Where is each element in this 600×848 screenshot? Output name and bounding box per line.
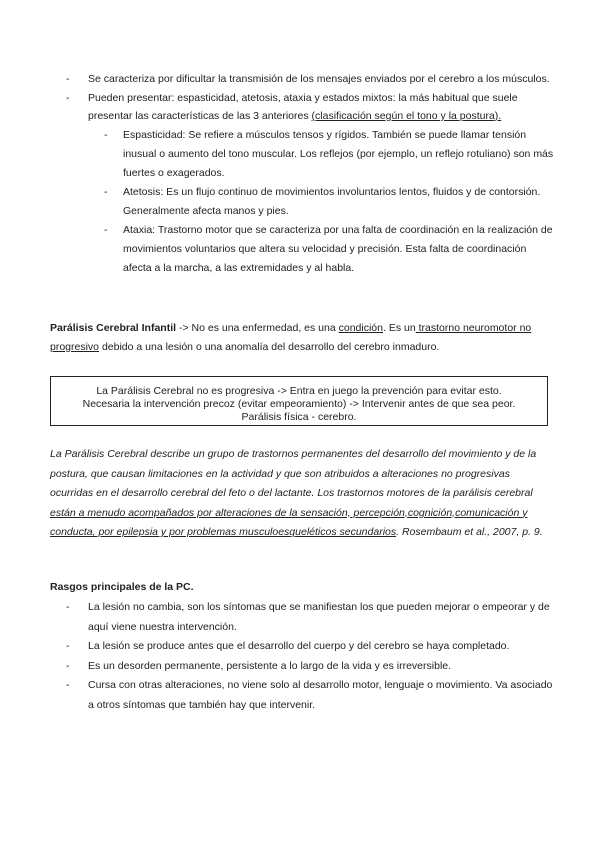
quote-text: La Parálisis Cerebral describe un grupo de trastornos permanentes del desarrollo del movimiento y de la postura, que causan limitaciones en la actividad y que son atribuidos a alteraciones no progresivas ocurridas en el desarrollo cerebral del feto o del lactante. Los trastornos motores de la parálisis cerebral — [50, 448, 537, 499]
list-item-text: Pueden presentar: espasticidad, atetosis, ataxia y estados mixtos: la más habitual que suele presentar las características de las 3 anteriores — [88, 91, 518, 122]
list-item — [66, 70, 556, 89]
definition-term: Parálisis Cerebral Infantil — [50, 322, 177, 334]
quote-citation: . Rosembaum et al., 2007, p. 9. — [396, 526, 543, 538]
sub-list-item — [104, 183, 556, 221]
list-item — [66, 676, 556, 715]
citation-quote — [50, 445, 555, 543]
list-item — [66, 657, 556, 677]
bullet-dash: - — [66, 679, 70, 691]
definition-underlined-condition: condición — [338, 322, 383, 334]
list-item — [66, 598, 556, 637]
section-heading: Rasgos principales de la PC. — [50, 581, 194, 593]
quote-underlined: están a menudo acompañados por alteraciones de la sensación, percepción,cognición,comunicación y conducta, por epilepsia y por problemas musculoesqueléticos secundarios — [50, 506, 528, 538]
list-item — [66, 637, 556, 657]
list-item-text: La lesión se produce antes que el desarrollo del cuerpo y del cerebro se haya completado. — [88, 640, 510, 652]
sub-bullet-list — [104, 126, 556, 278]
sub-list-item — [104, 126, 556, 183]
classification-note: (clasificación según el tono y la postura). — [311, 110, 502, 122]
bullet-dash: - — [104, 223, 108, 236]
bullet-dash: - — [66, 601, 70, 613]
summary-box — [50, 376, 548, 426]
summary-line: Parálisis física - cerebro. — [241, 411, 357, 423]
list-item — [66, 89, 556, 126]
definition-text: -> No es una enfermedad, es una — [176, 322, 339, 334]
list-item-text: Es un desorden permanente, persistente a lo largo de la vida y es irreversible. — [88, 659, 452, 672]
top-bullet-list — [66, 70, 556, 278]
definition-underlined-disorder: trastorno neuromotor no progresivo — [50, 322, 532, 353]
bullet-dash: - — [66, 73, 70, 85]
definition-paragraph — [50, 319, 550, 357]
bullet-dash: - — [104, 128, 108, 141]
list-item-text: Cursa con otras alteraciones, no viene solo al desarrollo motor, lenguaje o movimiento. Va asociado a otros síntomas que también hay que intervenir. — [88, 679, 553, 711]
bullet-dash: - — [66, 640, 70, 652]
sub-list-item-text: Espasticidad: Se refiere a músculos tensos y rígidos. También se puede llamar tensión inusual o aumento del tono muscular. Los reflejos (por ejemplo, un reflejo rotuliano) son más fuertes o exagerados. — [123, 128, 554, 179]
bullet-dash: - — [104, 185, 108, 198]
sub-list-item — [104, 221, 556, 278]
summary-line: Necesaria la intervención precoz (evitar empeoramiento) -> Intervenir antes de que sea peor. — [82, 398, 516, 410]
definition-text: . Es un — [383, 322, 416, 334]
definition-text: debido a una lesión o una anomalía del desarrollo del cerebro inmaduro. — [99, 341, 440, 353]
sub-list-item-text: Ataxia: Trastorno motor que se caracteriza por una falta de coordinación en la realización de movimientos voluntarios que altera su velocidad y precisión. Esta falta de coordinación afecta a la marcha, a las extremidades y al habla. — [123, 223, 553, 274]
bullet-dash: - — [66, 659, 70, 672]
summary-line: La Parálisis Cerebral no es progresiva -> Entra en juego la prevención para evitar esto. — [96, 385, 502, 397]
features-list — [66, 598, 556, 715]
list-item-text: Se caracteriza por dificultar la transmisión de los mensajes enviados por el cerebro a los músculos. — [88, 73, 550, 85]
sub-list-item-text: Atetosis: Es un flujo continuo de movimientos involuntarios lentos, fluidos y de contorsión. Generalmente afecta manos y pies. — [123, 185, 541, 217]
bullet-dash: - — [66, 91, 70, 104]
list-item-text: La lesión no cambia, son los síntomas que se manifiestan los que pueden mejorar o empeorar y de aquí viene nuestra intervención. — [88, 601, 550, 633]
